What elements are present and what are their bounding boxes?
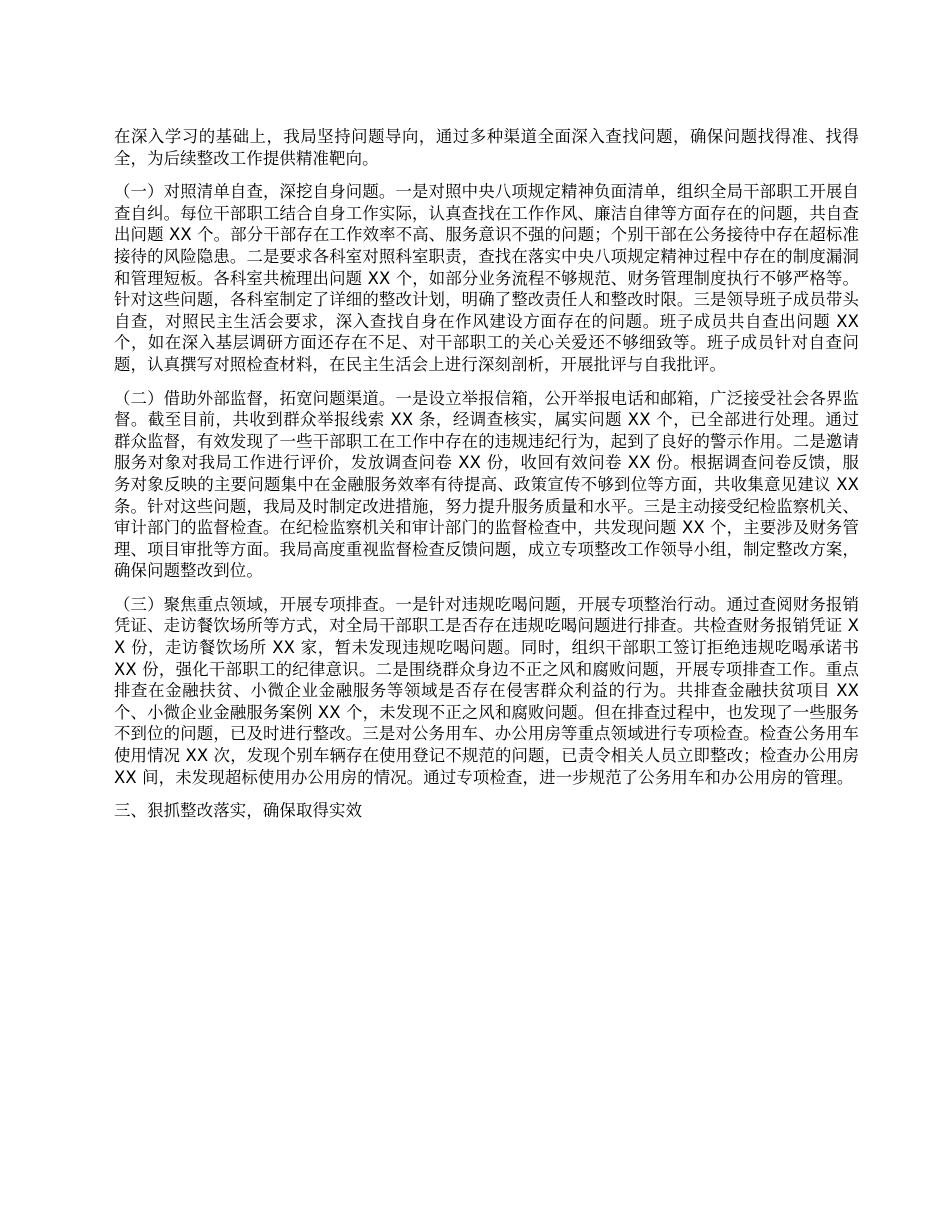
section-one-paragraph: （一）对照清单自查，深挖自身问题。一是对照中央八项规定精神负面清单，组织全局干部职工开展自查自纠。每位干部职工结合自身工作实际，认真查找在工作作风、廉洁自律等方面存在的问题，共自查出问题 XX 个。部分干部存在工作效率不高、服务意识不强的问题；个别干部在公务接待中存在超标准接待的风险隐患。二是要求各科室对照科室职责，查找在落实中央八项规定精神过程中存在的制度漏洞和管理短板。各科室共梳理出问题 XX 个，如部分业务流程不够规范、财务管理制度执行不够严格等。针对这些问题，各科室制定了详细的整改计划，明确了整改责任人和整改时限。三是领导班子成员带头自查，对照民主生活会要求，深入查找自身在作风建设方面存在的问题。班子成员共自查出问题 XX 个，如在深入基层调研方面还存在不足、对干部职工的关心关爱还不够细致等。班子成员针对自查问题，认真撰写对照检查材料，在民主生活会上进行深刻剖析，开展批评与自我批评。 [114, 182, 859, 374]
section-three-paragraph: （三）聚焦重点领域，开展专项排查。一是针对违规吃喝问题，开展专项整治行动。通过查阅财务报销凭证、走访餐饮场所等方式，对全局干部职工是否存在违规吃喝问题进行排查。共检查财务报销凭证 XX 份，走访餐饮场所 XX 家，暂未发现违规吃喝问题。同时，组织干部职工签订拒绝违规吃喝承诺书 XX 份，强化干部职工的纪律意识。二是围绕群众身边不正之风和腐败问题，开展专项排查工作。重点排查在金融扶贫、小微企业金融服务等领域是否存在侵害群众利益的行为。共排查金融扶贫项目 XX 个、小微企业金融服务案例 XX 个，未发现不正之风和腐败问题。但在排查过程中，也发现了一些服务不到位的问题，已及时进行整改。三是对公务用车、办公用房等重点领域进行专项检查。检查公务用车使用情况 XX 次，发现个别车辆存在使用登记不规范的问题，已责令相关人员立即整改；检查办公用房 XX 间，未发现超标使用办公用房的情况。通过专项检查，进一步规范了公务用车和办公用房的管理。 [114, 594, 859, 787]
document-page [114, 126, 859, 834]
section-two-paragraph: （二）借助外部监督，拓宽问题渠道。一是设立举报信箱，公开举报电话和邮箱，广泛接受社会各界监督。截至目前，共收到群众举报线索 XX 条，经调查核实，属实问题 XX 个，已全部进行处理。通过群众监督，有效发现了一些干部职工在工作中存在的违规违纪行为，起到了良好的警示作用。二是邀请服务对象对我局工作进行评价，发放调查问卷 XX 份，收回有效问卷 XX 份。根据调查问卷反馈，服务对象反映的主要问题集中在金融服务效率有待提高、政策宣传不够到位等方面，共收集意见建议 XX 条。针对这些问题，我局及时制定改进措施，努力提升服务质量和水平。三是主动接受纪检监察机关、审计部门的监督检查。在纪检监察机关和审计部门的监督检查中，共发现问题 XX 个，主要涉及财务管理、项目审批等方面。我局高度重视监督检查反馈问题，成立专项整改工作领导小组，制定整改方案，确保问题整改到位。 [114, 388, 859, 581]
chapter-heading: 三、狠抓整改落实，确保取得实效 [114, 801, 363, 821]
intro-paragraph: 在深入学习的基础上，我局坚持问题导向，通过多种渠道全面深入查找问题，确保问题找得准、找得全，为后续整改工作提供精准靶向。 [114, 127, 859, 168]
